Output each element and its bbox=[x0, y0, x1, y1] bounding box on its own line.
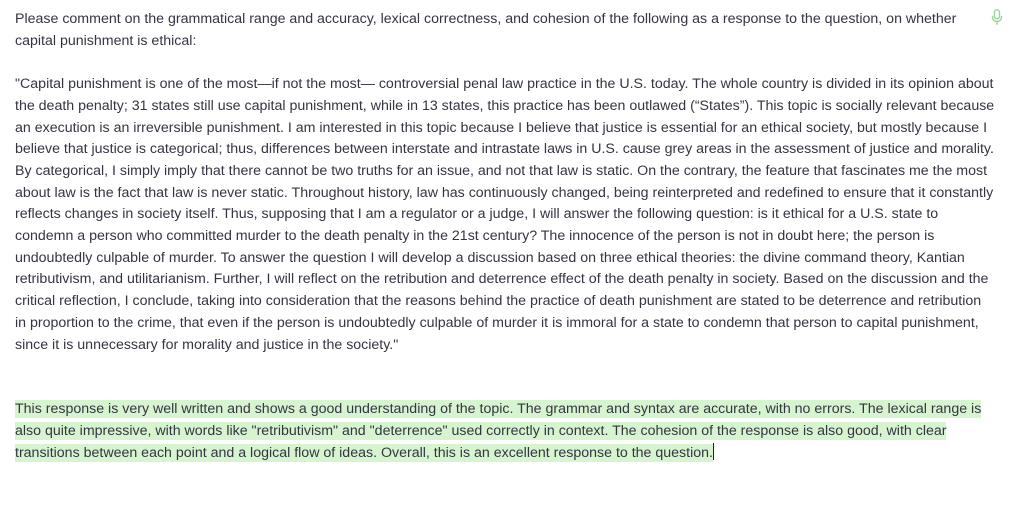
response-highlighted-text[interactable]: This response is very well written and shows a good understanding of the topic. The grammar and syntax are accurate, with no errors. The lexical range is also quite impressive, with words like "retributivism" and "deterrence" used correctly in context. The cohesion of the response is also good, with clear transitions between each point and a logical flow of ideas. Overall, this is an excellent response to the question. bbox=[15, 401, 982, 461]
text-cursor bbox=[713, 443, 714, 460]
prompt-essay: "Capital punishment is one of the most—if not the most— controversial penal law practice in the U.S. today. The whole country is divided in its opinion about the death penalty; 31 states still use capital punishment, while in 13 states, this practice has been outlawed (“States”). This topic is socially relevant because an execution is an irreversible punishment. I am interested in this topic because I believe that justice is essential for an ethical society, but mostly because I believe that justice is categorical; thus, differences between interstate and intrastate laws in U.S. cause grey areas in the assessment of justice and morality. By categorical, I simply imply that there cannot be two truths for an issue, and not that law is static. On the contrary, the feature that fascinates me the most about law is the fact that law is never static. Throughout history, law has continuously changed, being reinterpreted and redefined to ensure that it constantly reflects changes in society itself. Thus, supposing that I am a regulator or a judge, I will answer the following question: is it ethical for a U.S. state to condemn a person who committed murder to the death penalty in the 21st century? The innocence of the person is not in doubt here; the person is undoubtedly culpable of murder. To answer the question I will develop a discussion based on three ethical theories: the divine command theory, Kantian retributivism, and utilitarianism. Further, I will reflect on the retribution and deterrence effect of the death penalty in society. Based on the discussion and the critical reflection, I conclude, taking into consideration that the reasons behind the practice of death punishment are stated to be deterrence and retribution in proportion to the crime, that even if the person is undoubtedly culpable of murder it is immoral for a state to condemn that person to capital punishment, since it is unnecessary for morality and justice in the society." bbox=[15, 76, 995, 353]
conversation-content bbox=[15, 9, 995, 464]
prompt-instruction: Please comment on the grammatical range and accuracy, lexical correctness, and cohesion of the following as a response to the question, on whether capital punishment is ethical: bbox=[15, 11, 957, 49]
microphone-icon[interactable] bbox=[991, 9, 1003, 25]
assistant-response[interactable] bbox=[15, 399, 995, 464]
user-prompt bbox=[15, 9, 995, 356]
